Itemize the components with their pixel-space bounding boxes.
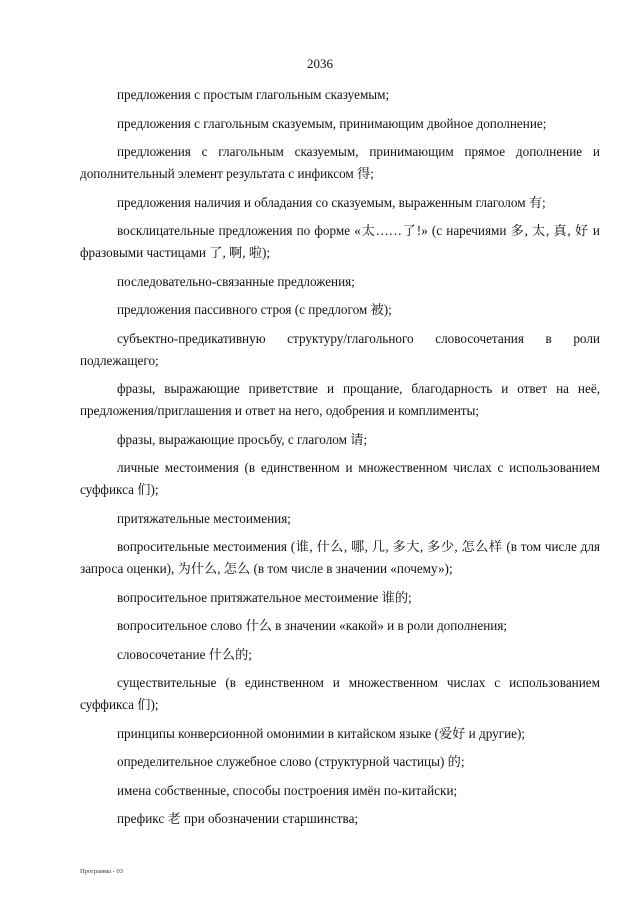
paragraph-10: фразы, выражающие просьбу, с глаголом 请; bbox=[117, 431, 368, 447]
page-footer: Программа - 03 bbox=[80, 868, 123, 875]
paragraph-2: предложения с глагольным сказуемым, принимающим двойное дополнение; bbox=[117, 115, 547, 131]
paragraph-1: предложения с простым глагольным сказуемым; bbox=[117, 87, 390, 102]
paragraph-4: предложения наличия и обладания со сказуемым, выраженным глаголом 有; bbox=[117, 194, 546, 210]
paragraph-11: личные местоимения (в единственном и множественном числах с использованием суффикса 们); bbox=[80, 460, 600, 497]
paragraph-6: последовательно-связанные предложения; bbox=[117, 273, 355, 289]
paragraph-12: притяжательные местоимения; bbox=[117, 510, 291, 526]
paragraph-17: существительные (в единственном и множественном числах с использованием суффикса 们); bbox=[80, 675, 600, 712]
paragraph-14: вопросительное притяжательное местоимение 谁的; bbox=[117, 589, 412, 605]
paragraph-16: словосочетание 什么的; bbox=[117, 646, 252, 662]
paragraph-3: предложения с глагольным сказуемым, принимающим прямое дополнение и дополнительный элемент результата с инфиксом 得; bbox=[80, 144, 600, 181]
paragraph-5: восклицательные предложения по форме «太……了!» (с наречиями 多, 太, 真, 好 и фразовыми частицами 了, 啊, 啦); bbox=[80, 223, 600, 260]
paragraph-19: определительное служебное слово (структурной частицы) 的; bbox=[117, 754, 465, 769]
paragraph-8: субъектно-предикативную структуру/глагольного словосочетания в роли подлежащего; bbox=[80, 330, 600, 368]
page-number: 2036 bbox=[307, 56, 333, 71]
paragraph-7: предложения пассивного строя (с предлогом 被); bbox=[117, 302, 392, 317]
paragraph-15: вопросительное слово 什么 в значении «какой» и в роли дополнения; bbox=[117, 618, 508, 633]
paragraph-20: имена собственные, способы построения имён по-китайски; bbox=[117, 782, 458, 798]
paragraph-13: вопросительные местоимения (谁, 什么, 哪, 几, 多大, 多少, 怎么样 (в том числе для запроса оценки), 为什么, 怎么 (в том числе в значении «почему»); bbox=[80, 539, 600, 576]
paragraph-9: фразы, выражающие приветствие и прощание, благодарность и ответ на неё, предложения/приглашения и ответ на него, одобрения и комплименты; bbox=[80, 381, 600, 418]
paragraph-21: префикс 老 при обозначении старшинства; bbox=[117, 811, 359, 826]
document-body bbox=[80, 84, 600, 837]
paragraph-18: принципы конверсионной омонимии в китайском языке (爱好 и другие); bbox=[117, 725, 526, 741]
